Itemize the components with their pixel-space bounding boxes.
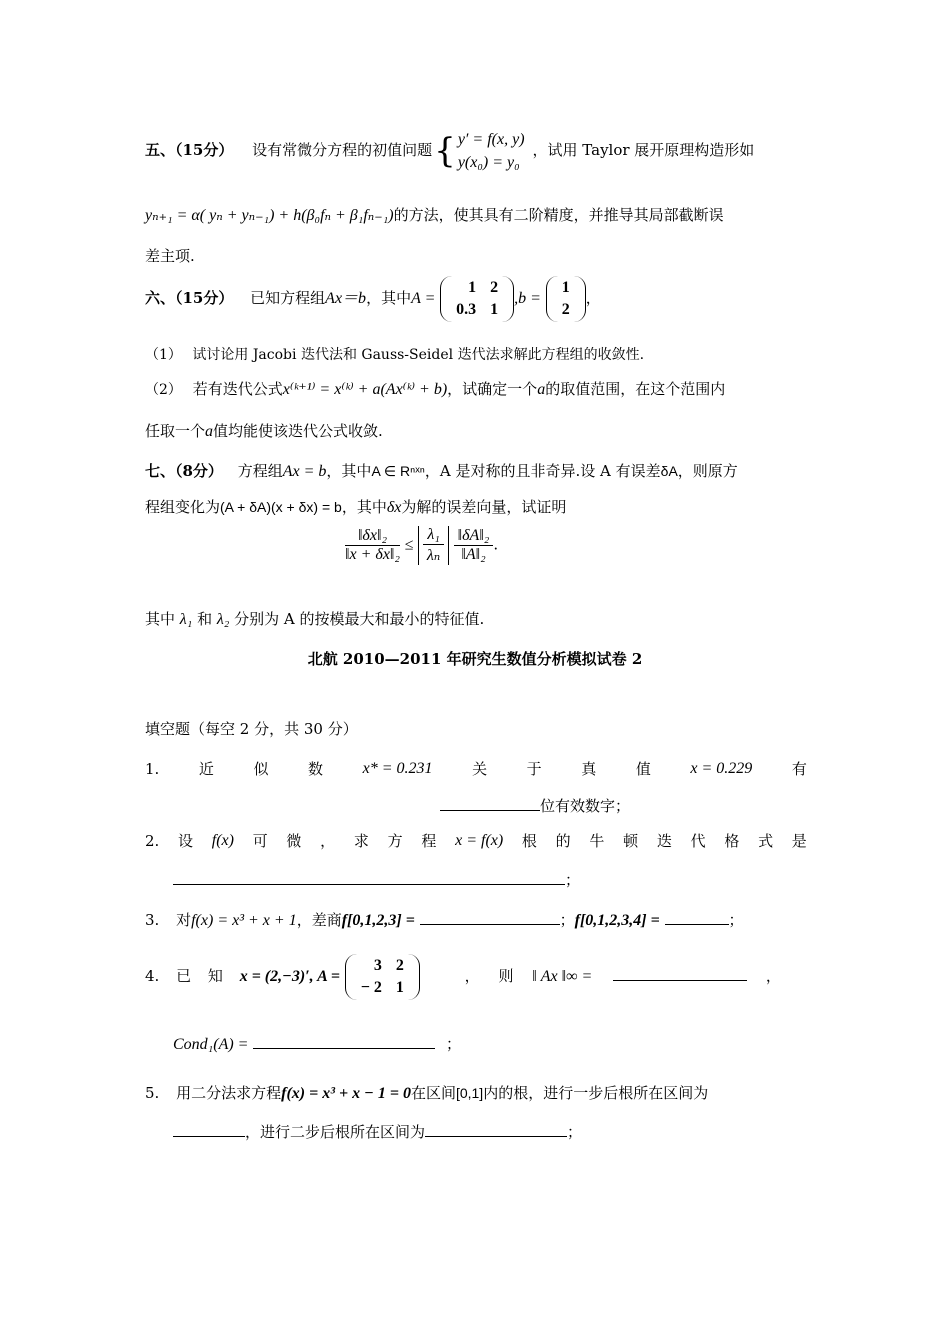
p2-word: ， xyxy=(320,832,336,850)
p5-b: 在区间 xyxy=(410,1084,456,1102)
q7-last-a: 其中 xyxy=(145,610,176,628)
p2-answer-line xyxy=(173,868,580,891)
p2-word: 根 xyxy=(521,832,537,850)
p1-word: 值 xyxy=(635,760,651,778)
p2-word: 代 xyxy=(690,832,706,850)
p2-end: ； xyxy=(565,871,581,889)
p3-blank1[interactable] xyxy=(420,908,560,925)
p2-word: 迭 xyxy=(656,832,672,850)
q7-lead: 方程组 xyxy=(237,462,283,480)
p5-c: 内的根，进行一步后根所在区间为 xyxy=(483,1084,709,1102)
p5-equation: f(x) = x³ + x − 1 = 0 xyxy=(281,1085,411,1102)
q6-item-2-line2 xyxy=(145,420,807,443)
p2-word: 顿 xyxy=(623,832,639,850)
p2-spread-line xyxy=(145,830,807,852)
p1-word: 近 xyxy=(198,760,214,778)
q7-fraction-left xyxy=(345,527,400,564)
p2-word: 求 xyxy=(353,832,369,850)
p4-cond: Cond₁(A) = xyxy=(173,1036,249,1053)
p2-number: 2. xyxy=(145,832,160,850)
p1-answer-line xyxy=(440,794,630,817)
fill-problem-5 xyxy=(145,1082,807,1105)
p2-fx: f(x) xyxy=(211,832,234,849)
exam-title: 北航 2010—2011 年研究生数值分析模拟试卷 2 xyxy=(307,650,643,668)
q7-lambda2: λ₂ xyxy=(216,611,230,628)
q5-tail: ，试用 Taylor 展开原理构造形如 xyxy=(532,141,755,159)
p4-blank1[interactable] xyxy=(613,964,747,981)
p1-word: 真 xyxy=(581,760,597,778)
matrix-cell: 2 xyxy=(490,279,499,296)
p3-divdiff2: f[0,1,2,3,4] = xyxy=(574,912,660,929)
p5-end: ； xyxy=(567,1123,583,1141)
q6-item2-text: ，试确定一个 xyxy=(447,380,538,398)
p2-word: 可 xyxy=(252,832,268,850)
q5-lead: 设有常微分方程的初值问题 xyxy=(252,141,433,159)
p3-function: f(x) = x³ + x + 1 xyxy=(191,912,297,929)
p2-word: 方 xyxy=(387,832,403,850)
p4-x: x = (2,−3)′, A = xyxy=(239,968,340,985)
p2-word: 的 xyxy=(555,832,571,850)
q5-heading: 五、（15分） xyxy=(145,141,234,159)
q7-last-b: 和 xyxy=(197,610,213,628)
alpha-symbol: a xyxy=(205,423,214,440)
q6-item2-text3: 任取一个 xyxy=(145,422,206,440)
q6-vector-b xyxy=(546,276,586,322)
p3-blank2[interactable] xyxy=(665,908,729,925)
question-7-line2 xyxy=(145,496,807,519)
q7-in-R: A ∈ Rⁿˣⁿ xyxy=(371,463,425,479)
p4-number: 4. xyxy=(145,967,160,985)
q7-perturbed-eq: (A + δA)(x + δx) = b xyxy=(220,499,342,515)
q7-text3: ，则原方 xyxy=(677,462,738,480)
p1-spread-line xyxy=(145,758,807,780)
fill-heading: 填空题（每空 2 分，共 30 分） xyxy=(145,720,358,738)
question-7 xyxy=(145,460,807,483)
q7-frac-den2: ‖A‖₂ xyxy=(461,546,486,563)
q6-heading: 六、（15分） xyxy=(145,289,234,307)
q6-b-label: ,b = xyxy=(514,290,541,307)
p1-true: x = 0.229 xyxy=(690,760,753,777)
p1-word: 于 xyxy=(526,760,542,778)
matrix-cell: 3 xyxy=(373,957,382,974)
p4-d: 则 xyxy=(498,967,514,985)
matrix-cell: 2 xyxy=(395,957,404,974)
q5-text3: 差主项. xyxy=(145,247,195,265)
q5-formula: yₙ₊₁ = α( yₙ + yₙ₋₁) + h(β₀fₙ + β₁fₙ₋₁) xyxy=(145,207,394,224)
q6-item2-text4: 值均能使该迭代公式收敛. xyxy=(213,422,383,440)
matrix-cell: 1 xyxy=(561,279,570,296)
p3-divdiff1: f[0,1,2,3] = xyxy=(341,912,415,929)
p3-sep: ； xyxy=(559,911,575,929)
q6-mid: ，其中 xyxy=(366,289,412,307)
p4-blank2[interactable] xyxy=(253,1032,435,1049)
question-5 xyxy=(145,128,807,174)
q6-item1-text: 试讨论用 Jacobi 迭代法和 Gauss-Seidel 迭代法求解此方程组的收敛性. xyxy=(192,347,645,363)
p2-word: 是 xyxy=(791,832,807,850)
matrix-cell: − 2 xyxy=(360,979,382,996)
q6-item-1 xyxy=(145,344,807,366)
q7-line2-b: ，其中 xyxy=(341,498,387,516)
fill-problem-1 xyxy=(145,758,807,780)
p3-end: ； xyxy=(728,911,744,929)
p4-end: ； xyxy=(446,1035,462,1053)
p5-interval: [0,1] xyxy=(455,1085,484,1101)
p4-b: 知 xyxy=(207,967,223,985)
p5-a: 用二分法求方程 xyxy=(176,1084,282,1102)
q7-inequality xyxy=(345,526,535,565)
q6-A-label: A = xyxy=(411,290,436,307)
q7-dA: δA xyxy=(660,463,678,479)
p1-approx: x* = 0.231 xyxy=(362,760,433,777)
q7-heading: 七、（8分） xyxy=(145,462,223,480)
matrix-cell: 0.3 xyxy=(456,301,477,318)
fill-problem-3 xyxy=(145,908,807,932)
q7-ln: λₙ xyxy=(426,547,441,564)
p4-matrix-A xyxy=(345,954,420,1000)
p4-e: ， xyxy=(765,967,781,985)
p4-cond-line xyxy=(173,1032,461,1056)
q6-end: ， xyxy=(585,289,601,307)
matrix-cell: 1 xyxy=(490,301,499,318)
q7-frac-num2: ‖δA‖₂ xyxy=(454,527,494,546)
q6-item2-formula: x⁽ᵏ⁺¹⁾ = x⁽ᵏ⁾ + a(Ax⁽ᵏ⁾ + b) xyxy=(282,381,448,398)
q7-mid: ，其中 xyxy=(326,462,372,480)
p2-word: 程 xyxy=(421,832,437,850)
matrix-cell: 1 xyxy=(468,279,477,296)
matrix-cell: 1 xyxy=(395,979,404,996)
q6-item1-number: （1） xyxy=(145,347,182,363)
question-5-line2 xyxy=(145,204,807,227)
q6-item-2 xyxy=(145,378,807,401)
p5-answer-line xyxy=(173,1120,582,1143)
q5-eq1: y′ = f(x, y) xyxy=(457,131,525,148)
q5-ivp-system xyxy=(458,128,525,174)
question-5-line3 xyxy=(145,245,807,267)
p5-d: ，进行二步后根所在区间为 xyxy=(245,1123,426,1141)
p5-blank2[interactable] xyxy=(425,1120,567,1137)
q5-text2: 的方法，使其具有二阶精度，并推导其局部截断误 xyxy=(393,206,724,224)
q5-eq2: y(x₀) = y₀ xyxy=(457,154,520,171)
p4-a: 已 xyxy=(176,967,192,985)
p3-number: 3. xyxy=(145,911,160,929)
fill-problem-4 xyxy=(145,954,807,1000)
p5-blank1[interactable] xyxy=(173,1120,245,1137)
q7-lambda-fraction xyxy=(423,526,444,565)
p2-word: 牛 xyxy=(589,832,605,850)
question-7-line3 xyxy=(145,608,807,631)
q7-line2-a: 程组变化为 xyxy=(145,498,221,516)
matrix-cell: 2 xyxy=(561,301,570,318)
le-sign: ≤ xyxy=(404,536,414,554)
alpha-symbol: a xyxy=(537,381,546,398)
q7-fraction-right xyxy=(454,527,494,564)
q6-matrix-A xyxy=(440,276,514,322)
p1-word: 数 xyxy=(308,760,324,778)
q7-l1: λ₁ xyxy=(423,526,444,545)
p4-c: ， xyxy=(464,967,480,985)
p3-b: ，差商 xyxy=(296,911,342,929)
q6-item2-lead: 若有迭代公式 xyxy=(192,380,283,398)
p1-word: 有 xyxy=(791,760,807,778)
q7-dx: δx xyxy=(386,499,402,516)
p5-number: 5. xyxy=(145,1084,160,1102)
p2-blank[interactable] xyxy=(173,868,565,885)
left-brace-icon: { xyxy=(434,131,456,171)
q7-line2-c: 为解的误差向量，试证明 xyxy=(401,498,567,516)
q6-equation: Ax＝b xyxy=(325,290,367,307)
q6-lead: 已知方程组 xyxy=(250,289,326,307)
q7-dot: . xyxy=(493,535,499,554)
q6-item2-number: （2） xyxy=(145,382,182,398)
q7-last-c: 分别为 A 的按模最大和最小的特征值. xyxy=(234,610,485,628)
fill-problem-2 xyxy=(145,830,807,852)
q7-lambda1: λ₁ xyxy=(179,611,193,628)
q7-frac-num: ‖δx‖₂ xyxy=(345,527,400,546)
p1-blank[interactable] xyxy=(440,794,540,811)
q6-item2-text2: 的取值范围，在这个范围内 xyxy=(545,380,726,398)
q7-text2: ，A 是对称的且非奇异.设 A 有误差 xyxy=(424,462,661,480)
p2-eq: x = f(x) xyxy=(455,832,504,849)
p1-tail: 位有效数字； xyxy=(540,797,631,815)
p1-word: 关 xyxy=(472,760,488,778)
p1-word: 似 xyxy=(253,760,269,778)
p2-word: 式 xyxy=(758,832,774,850)
question-6 xyxy=(145,276,807,322)
p2-word: 格 xyxy=(724,832,740,850)
p2-word: 微 xyxy=(286,832,302,850)
q7-equation: Ax = b xyxy=(282,463,327,480)
p1-number: 1. xyxy=(145,760,160,778)
p2-word: 设 xyxy=(178,832,194,850)
p4-norm: ‖ Ax ‖∞ = xyxy=(532,968,593,985)
q7-frac-den: ‖x + δx‖₂ xyxy=(345,546,400,563)
p3-a: 对 xyxy=(176,911,192,929)
q7-abs-ratio xyxy=(418,526,449,565)
